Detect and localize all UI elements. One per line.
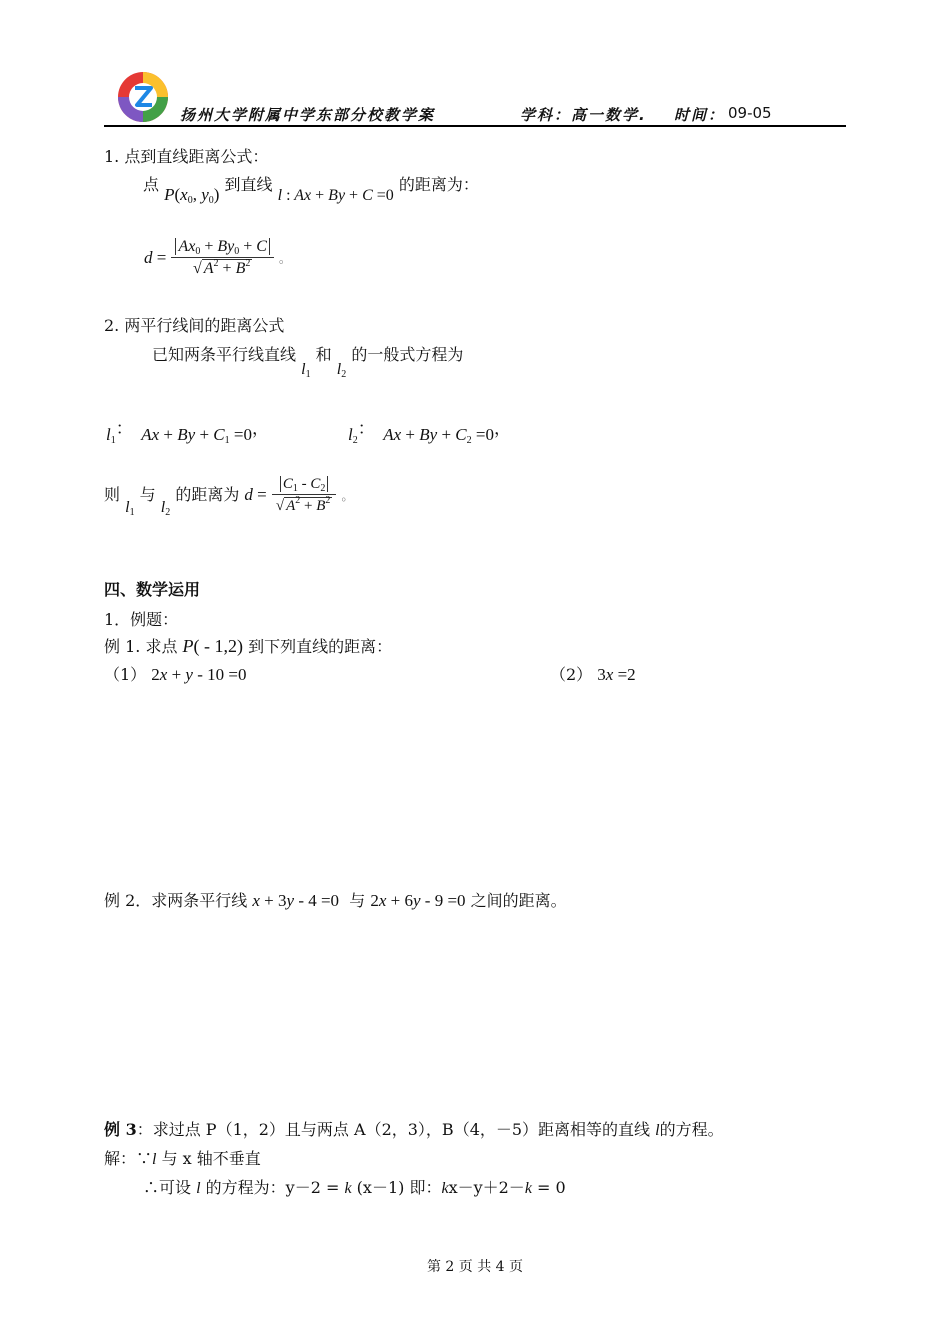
- section2-line1: 已知两条平行线直线 $l_1$ 和 $l_2$ 的一般式方程为: [152, 345, 464, 380]
- header-time-value: 09-05: [728, 104, 772, 122]
- parallel-distance-fraction: $\frac{C_1 - C_2}{√ A^2 + B^2}$: [272, 476, 337, 515]
- page-footer: 第 2 页 共 4 页: [426, 1259, 524, 1275]
- equation-l2: $l_2$： $Ax + By + C_2 =0$，: [348, 419, 511, 446]
- l1-symbol: $l_1$: [301, 361, 311, 380]
- solution-line1: 解：∵l 与 x 轴不垂直: [104, 1149, 261, 1168]
- section4-title: 四、数学运用: [104, 580, 201, 599]
- header-time-label: 时间：: [674, 106, 726, 124]
- example2-text: 例 2．求两条平行线 x + 3y - 4 =0 与 2x + 6y - 9 =0 之间的距离。: [104, 891, 567, 910]
- section1-point-word: 点: [143, 175, 160, 194]
- example1-part2: （2） 3x =2: [550, 665, 636, 684]
- distance-formula: d = $\frac{Ax_0 + By_0 + C}{√ A^2 + B^2}$ 。: [144, 238, 292, 277]
- section1-distance-word: 的距离为：: [398, 175, 479, 194]
- parallel-distance: 则 $l_1$ 与 $l_2$ 的距离为 d = $\frac{C_1 - C_2}{√ A^2 + B^2}$ 。: [104, 476, 354, 518]
- school-logo: [116, 70, 170, 124]
- distance-fraction: $\frac{Ax_0 + By_0 + C}{√ A^2 + B^2}$: [171, 238, 273, 278]
- solution-line2: ∴可设 l 的方程为：y－2 = k (x－1) 即：kx－y＋2－k = 0: [143, 1178, 566, 1197]
- example3-text: 例 3：求过点 P（1，2）且与两点 A（2，3），B（4，－5）距离相等的直线 l的方程。: [104, 1120, 724, 1139]
- header-subject: 学科：高一数学.: [520, 106, 647, 124]
- example1-part1: （1） 2x + y - 10 =0: [104, 665, 247, 684]
- example1-text: 例 1. 求点 P( - 1,2) 到下列直线的距离：: [104, 636, 393, 656]
- header-rule: [104, 125, 846, 127]
- equation-l1: $l_1$： $Ax + By + C_1 =0$，: [106, 419, 269, 446]
- section1-line1: [143, 172, 479, 206]
- section2-title: 2. 两平行线间的距离公式: [104, 316, 285, 335]
- section1-to-line-word: 到直线: [224, 175, 273, 194]
- point-p-formula: $P(x_0$, $y_0$): [164, 185, 220, 206]
- line-l-formula: l : Ax + By + C =0: [277, 187, 394, 204]
- header-school: 扬州大学附属中学东部分校教学案: [180, 106, 436, 124]
- section4-sub: 1．例题：: [104, 610, 179, 629]
- l2-symbol: $l_2$: [336, 361, 347, 380]
- section1-title: 1. 点到直线距离公式：: [104, 147, 269, 166]
- distance-formula-end: 。: [279, 251, 292, 266]
